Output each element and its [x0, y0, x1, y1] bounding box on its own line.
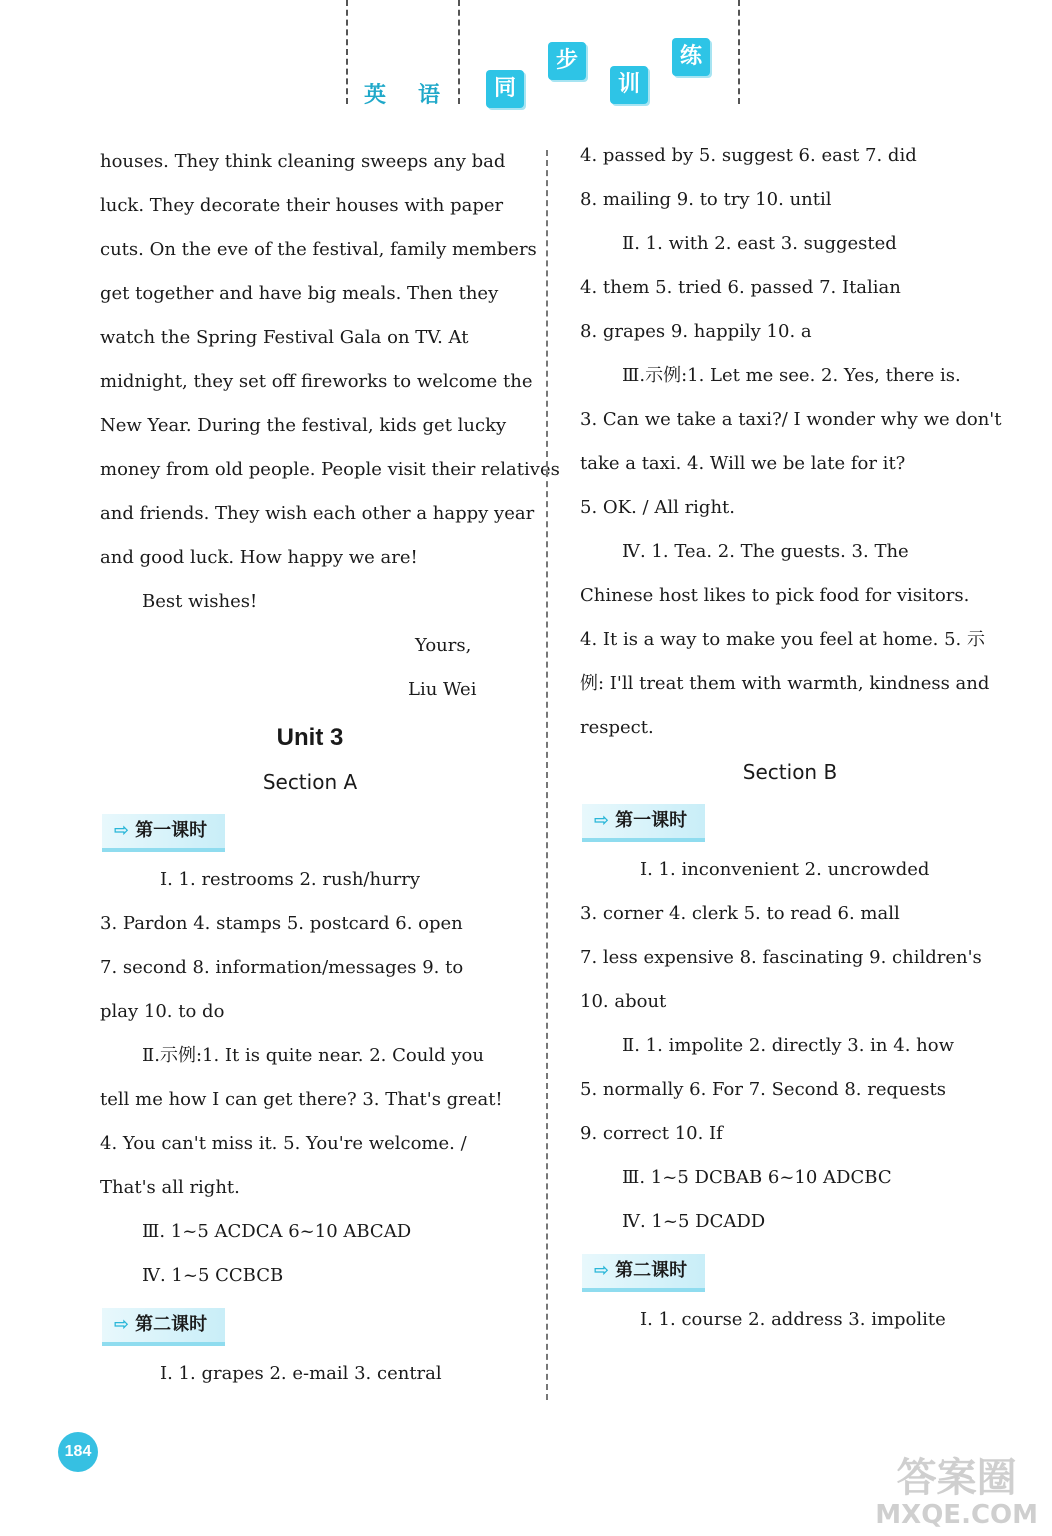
header-divider-mid: [458, 0, 460, 104]
column-divider: [546, 150, 548, 1400]
left-column: [100, 140, 560, 1396]
answer-line: Ⅳ. 1~5 DCADD: [622, 1211, 766, 1232]
answer-line: Ⅲ. 1~5 DCBAB 6~10 ADCBC: [622, 1167, 892, 1188]
arrow-icon: ⇨: [594, 810, 610, 831]
answer-line: 4. It is a way to make you feel at home. 5. 示: [580, 629, 985, 650]
answer-line: Chinese host likes to pick food for visitors.: [580, 585, 970, 606]
letter-line: and friends. They wish each other a happy year: [100, 503, 535, 524]
series-badge-4: 练: [672, 38, 710, 76]
section-b-title: Section B: [742, 760, 838, 784]
letter-line: cuts. On the eve of the festival, family members: [100, 239, 537, 260]
answer-line: 9. correct 10. If: [580, 1123, 723, 1144]
answer-line: 10. about: [580, 991, 667, 1012]
answer-line: 4. them 5. tried 6. passed 7. Italian: [580, 277, 901, 298]
watermark-url: MXQE.COM: [875, 1500, 1038, 1530]
arrow-icon: ⇨: [594, 1260, 610, 1281]
letter-line: get together and have big meals. Then they: [100, 283, 499, 304]
letter-line: money from old people. People visit their relatives: [100, 459, 560, 480]
answer-line: play 10. to do: [100, 1001, 225, 1022]
lesson-banner-label: 第一课时: [135, 820, 208, 841]
series-badge-3: 训: [610, 66, 648, 104]
answer-line: 3. Pardon 4. stamps 5. postcard 6. open: [100, 913, 463, 934]
answer-line: 4. passed by 5. suggest 6. east 7. did: [580, 145, 917, 166]
arrow-icon: ⇨: [114, 820, 130, 841]
answer-line: 例: I'll treat them with warmth, kindness and: [580, 673, 990, 694]
arrow-icon: ⇨: [114, 1314, 130, 1335]
series-badge-1: 同: [486, 70, 524, 108]
letter-line: New Year. During the festival, kids get lucky: [100, 415, 507, 436]
answer-line: tell me how I can get there? 3. That's great!: [100, 1089, 503, 1110]
lesson-banner-1: [102, 814, 225, 852]
lesson-banner-label: 第二课时: [135, 1314, 208, 1335]
letter-line: and good luck. How happy we are!: [100, 547, 418, 568]
answer-line: Ⅳ. 1. Tea. 2. The guests. 3. The: [622, 541, 909, 562]
answer-line: 3. corner 4. clerk 5. to read 6. mall: [580, 903, 900, 924]
watermark: [875, 1456, 1038, 1530]
answer-line: Ⅰ. 1. inconvenient 2. uncrowded: [640, 859, 930, 880]
answer-line: 7. second 8. information/messages 9. to: [100, 957, 464, 978]
answer-line: respect.: [580, 717, 654, 738]
answer-line: Ⅳ. 1~5 CCBCB: [142, 1265, 284, 1286]
unit-title: Unit 3: [276, 724, 344, 751]
answer-line: take a taxi. 4. Will we be late for it?: [580, 453, 906, 474]
letter-line: watch the Spring Festival Gala on TV. At: [100, 327, 469, 348]
answer-line: 5. normally 6. For 7. Second 8. requests: [580, 1079, 946, 1100]
letter-signature: Liu Wei: [408, 679, 477, 700]
answer-line: Ⅲ.示例:1. Let me see. 2. Yes, there is.: [622, 365, 961, 386]
letter-line: houses. They think cleaning sweeps any bad: [100, 151, 506, 172]
lesson-banner-3: [582, 804, 705, 842]
answer-line: Ⅱ. 1. with 2. east 3. suggested: [622, 233, 897, 254]
letter-yours: Yours,: [415, 635, 472, 656]
page-header: [0, 0, 1052, 130]
answer-line: Ⅱ. 1. impolite 2. directly 3. in 4. how: [622, 1035, 954, 1056]
lesson-banner-label: 第一课时: [615, 810, 688, 831]
letter-line: midnight, they set off fireworks to welcome the: [100, 371, 533, 392]
answer-line: Ⅱ.示例:1. It is quite near. 2. Could you: [142, 1045, 484, 1066]
letter-line: luck. They decorate their houses with paper: [100, 195, 504, 216]
watermark-logo: 答案圈: [896, 1455, 1017, 1501]
subject-char-2: 语: [418, 83, 441, 108]
lesson-banner-4: [582, 1254, 705, 1292]
answer-line: 3. Can we take a taxi?/ I wonder why we don't: [580, 409, 1002, 430]
letter-closing: Best wishes!: [142, 591, 258, 612]
header-divider-right: [738, 0, 740, 104]
answer-line: Ⅰ. 1. course 2. address 3. impolite: [640, 1309, 946, 1330]
answer-line: Ⅲ. 1~5 ACDCA 6~10 ABCAD: [142, 1221, 412, 1242]
answer-line: 7. less expensive 8. fascinating 9. children's: [580, 947, 982, 968]
lesson-banner-label: 第二课时: [615, 1260, 688, 1281]
header-divider-left: [346, 0, 348, 104]
right-column: [580, 134, 1000, 1342]
answer-line: 4. You can't miss it. 5. You're welcome. /: [100, 1133, 467, 1154]
answer-line: Ⅰ. 1. restrooms 2. rush/hurry: [160, 869, 421, 890]
answer-line: 5. OK. / All right.: [580, 497, 735, 518]
lesson-banner-2: [102, 1308, 225, 1346]
series-badge-2: 步: [548, 42, 586, 80]
section-a-title: Section A: [262, 770, 358, 794]
answer-line: 8. mailing 9. to try 10. until: [580, 189, 832, 210]
page-number: 184: [58, 1432, 98, 1472]
answer-line: That's all right.: [100, 1177, 240, 1198]
answer-line: 8. grapes 9. happily 10. a: [580, 321, 812, 342]
subject-char-1: 英: [364, 83, 387, 108]
answer-line: Ⅰ. 1. grapes 2. e-mail 3. central: [160, 1363, 442, 1384]
